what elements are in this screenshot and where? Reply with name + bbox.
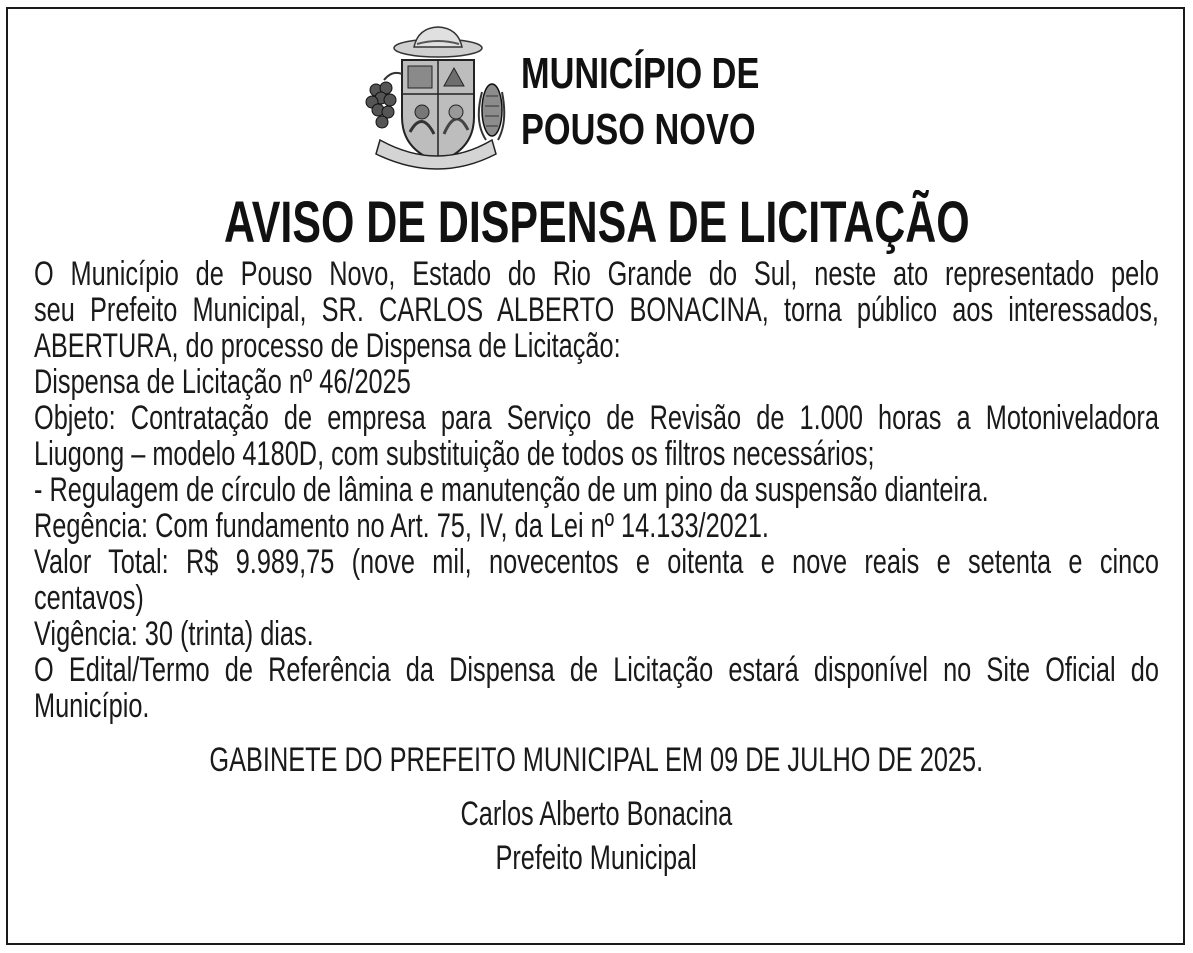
body-line — [34, 580, 1159, 616]
municipality-line-2: POUSO NOVO — [521, 105, 756, 154]
intro-line-3: ABERTURA, do processo de Dispensa de Licitação: — [34, 327, 621, 365]
signature-line — [34, 796, 1159, 832]
body-line — [34, 508, 1159, 544]
notice-body — [34, 256, 1159, 876]
signer-role: Prefeito Municipal — [495, 839, 698, 877]
signature-line — [34, 840, 1159, 876]
edital-line-1: O Edital/Termo de Referência da Dispensa de Licitação estará disponível no Site Oficial do — [34, 651, 1159, 689]
edital-line-2: Município. — [34, 687, 150, 725]
body-line — [34, 616, 1159, 652]
body-line — [34, 292, 1159, 328]
body-line — [34, 472, 1159, 508]
intro-line-1: O Município de Pouso Novo, Estado do Rio Grande do Sul, neste ato representado pelo — [34, 255, 1159, 293]
signer-name: Carlos Alberto Bonacina — [460, 795, 733, 833]
valor-line-1: Valor Total: R$ 9.989,75 (nove mil, novecentos e oitenta e nove reais e setenta e cinco — [34, 543, 1159, 581]
intro-line-2: seu Prefeito Municipal, SR. CARLOS ALBERTO BONACINA, torna público aos interessados, — [34, 291, 1159, 329]
body-line — [34, 544, 1159, 580]
body-line — [34, 436, 1159, 472]
objeto-line-3: - Regulagem de círculo de lâmina e manutenção de um pino da suspensão dianteira. — [34, 471, 989, 509]
body-line — [34, 400, 1159, 436]
gabinete-date: GABINETE DO PREFEITO MUNICIPAL EM 09 DE JULHO DE 2025. — [209, 741, 984, 779]
municipality-line-1: MUNICÍPIO DE — [521, 49, 760, 98]
regencia-line: Regência: Com fundamento no Art. 75, IV, da Lei nº 14.133/2021. — [34, 507, 769, 545]
body-line — [34, 364, 1159, 400]
objeto-line-1: Objeto: Contratação de empresa para Serviço de Revisão de 1.000 horas a Motoniveladora — [34, 399, 1159, 437]
body-line — [34, 688, 1159, 724]
notice-title: AVISO DE DISPENSA DE LICITAÇÃO — [223, 190, 970, 255]
municipality-name — [521, 46, 759, 158]
body-line — [34, 652, 1159, 688]
signature-line — [34, 742, 1159, 778]
notice-title-row — [0, 188, 1193, 258]
objeto-line-2: Liugong – modelo 4180D, com substituição de todos os filtros necessários; — [34, 435, 875, 473]
body-line — [34, 256, 1159, 292]
municipal-coat-of-arms — [362, 22, 510, 172]
dispensa-number: Dispensa de Licitação nº 46/2025 — [34, 363, 411, 401]
body-line — [34, 328, 1159, 364]
vigencia-line: Vigência: 30 (trinta) dias. — [34, 615, 314, 653]
valor-line-2: centavos) — [34, 579, 144, 617]
